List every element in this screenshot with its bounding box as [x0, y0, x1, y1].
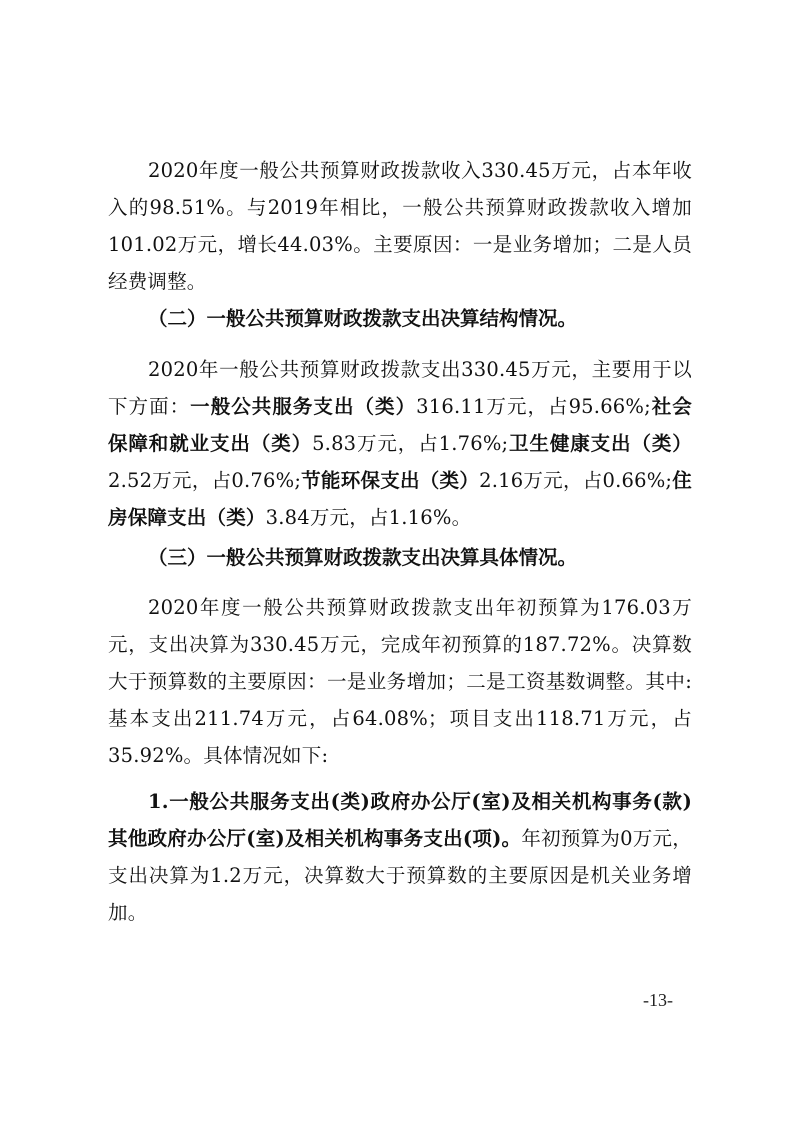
paragraph-revenue: 2020年度一般公共预算财政拨款收入330.45万元，占本年收入的98.51%。与2019年相比，一般公共预算财政拨款收入增加101.02万元，增长44.03%。主要原因：一是业务增加；二是人员经费调整。 [108, 159, 692, 293]
item-general-public-services-value: 316.11万元，占95.66%; [416, 395, 651, 418]
item-social-security-label: 社会保障和就业支出（类） [108, 395, 692, 455]
page-number: -13- [643, 990, 673, 1010]
item-1-title: 1.一般公共服务支出(类)政府办公厅(室)及相关机构事务(款)其他政府办公厅(室)及相关机构事务支出(项)。 [108, 790, 692, 850]
item-social-security-value: 5.83万元，占1.76%; [312, 432, 509, 455]
item-general-public-services-label: 一般公共服务支出（类） [190, 395, 417, 418]
item-environment-value: 2.16万元，占0.66%; [479, 469, 673, 492]
item-1-text: 年初预算为0万元，支出决算为1.2万元，决算数大于预算数的主要原因是机关业务增加。 [108, 827, 692, 924]
paragraph-expenditure-structure [108, 351, 692, 536]
paragraph-item-1 [108, 783, 692, 931]
item-environment-label: 节能环保支出（类） [301, 469, 480, 492]
paragraph-expenditure-details: 2020年度一般公共预算财政拨款支出年初预算为176.03万元，支出决算为330.45万元，完成年初预算的187.72%。决算数大于预算数的主要原因：一是业务增加；二是工资基数调整。其中:基本支出211.74万元，占64.08%；项目支出118.71万元，占35.92%。具体情况如下: [108, 596, 692, 767]
structure-intro: 2020年一般公共预算财政拨款支出330.45万元，主要用于以下方面： [108, 358, 692, 418]
item-housing-label: 住房保障支出（类） [108, 469, 692, 529]
heading-expenditure-details: （三）一般公共预算财政拨款支出决算具体情况。 [148, 546, 578, 569]
item-health-value: 2.52万元，占0.76%; [108, 469, 302, 492]
heading-expenditure-structure: （二）一般公共预算财政拨款支出决算结构情况。 [148, 307, 578, 330]
item-housing-value: 3.84万元，占1.16%。 [265, 506, 472, 529]
item-health-label: 卫生健康支出（类） [508, 432, 692, 455]
